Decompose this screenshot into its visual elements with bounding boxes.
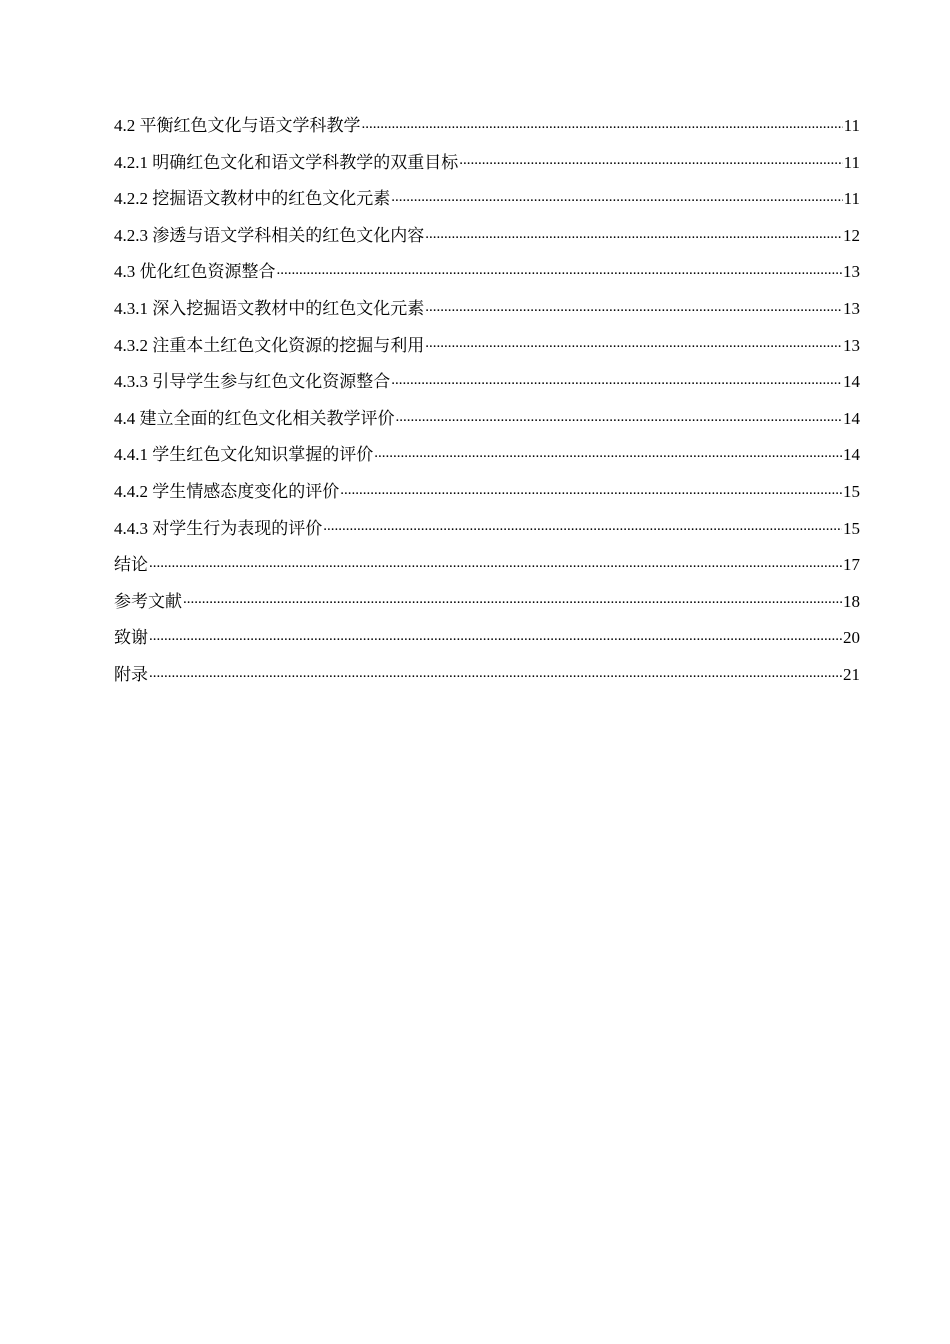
toc-dot-leader: [425, 334, 842, 351]
toc-dot-leader: [391, 187, 842, 204]
toc-entry[interactable]: [114, 584, 860, 621]
toc-entry-title: 4.2.3 渗透与语文学科相关的红色文化内容: [114, 225, 425, 245]
toc-entry-title: 4.2.2 挖掘语文教材中的红色文化元素: [114, 189, 391, 209]
toc-dot-leader: [277, 260, 843, 277]
toc-entry-title: 4.4.1 学生红色文化知识掌握的评价: [114, 445, 374, 465]
toc-dot-leader: [149, 663, 842, 680]
table-of-contents: [114, 108, 860, 694]
toc-entry-page: 11: [843, 189, 860, 209]
toc-dot-leader: [149, 553, 842, 570]
toc-entry[interactable]: [114, 181, 860, 218]
toc-entry-title: 4.2 平衡红色文化与语文学科教学: [114, 116, 361, 135]
toc-entry[interactable]: [114, 328, 860, 365]
toc-entry-title: 4.4.3 对学生行为表现的评价: [114, 518, 323, 538]
toc-entry-page: 13: [843, 298, 860, 318]
toc-entry[interactable]: [114, 547, 860, 584]
toc-dot-leader: [374, 443, 842, 460]
toc-entry-page: 15: [843, 481, 860, 501]
toc-entry-page: 18: [843, 591, 860, 611]
toc-dot-leader: [183, 590, 842, 607]
toc-entry-page: 17: [843, 555, 860, 575]
toc-entry-page: 13: [843, 335, 860, 355]
toc-dot-leader: [396, 407, 843, 424]
toc-entry-title: 附录: [114, 664, 148, 684]
toc-entry-page: 14: [843, 445, 860, 465]
toc-dot-leader: [340, 480, 842, 497]
toc-entry-page: 11: [843, 116, 860, 135]
toc-entry-page: 11: [843, 152, 860, 172]
toc-dot-leader: [149, 626, 842, 643]
toc-dot-leader: [459, 151, 842, 168]
toc-entry-title: 4.4.2 学生情感态度变化的评价: [114, 481, 340, 501]
toc-entry[interactable]: [114, 474, 860, 511]
toc-entry-page: 20: [843, 628, 860, 648]
toc-entry[interactable]: [114, 364, 860, 401]
toc-entry[interactable]: [114, 401, 860, 438]
toc-dot-leader: [323, 517, 842, 534]
toc-entry[interactable]: [114, 511, 860, 548]
toc-entry[interactable]: [114, 108, 860, 145]
toc-entry-title: 4.3 优化红色资源整合: [114, 262, 276, 282]
toc-entry-title: 4.3.1 深入挖掘语文教材中的红色文化元素: [114, 298, 425, 318]
toc-entry-page: 12: [843, 225, 860, 245]
toc-entry-page: 14: [843, 372, 860, 392]
toc-entry[interactable]: [114, 218, 860, 255]
toc-entry-title: 4.3.3 引导学生参与红色文化资源整合: [114, 372, 391, 392]
toc-entry-title: 参考文献: [114, 591, 182, 611]
toc-entry-title: 致谢: [114, 628, 148, 648]
toc-entry-title: 4.2.1 明确红色文化和语文学科教学的双重目标: [114, 152, 459, 172]
toc-entry-title: 结论: [114, 555, 148, 575]
toc-entry[interactable]: [114, 620, 860, 657]
toc-entry-page: 15: [843, 518, 860, 538]
toc-entry[interactable]: [114, 254, 860, 291]
toc-dot-leader: [425, 224, 842, 241]
toc-dot-leader: [391, 370, 842, 387]
toc-dot-leader: [425, 297, 842, 314]
toc-entry[interactable]: [114, 145, 860, 182]
toc-entry-page: 21: [843, 664, 860, 684]
toc-entry[interactable]: [114, 657, 860, 694]
toc-dot-leader: [362, 114, 843, 131]
toc-entry[interactable]: [114, 437, 860, 474]
toc-entry-page: 14: [843, 408, 860, 428]
toc-entry-title: 4.3.2 注重本土红色文化资源的挖掘与利用: [114, 335, 425, 355]
toc-entry-title: 4.4 建立全面的红色文化相关教学评价: [114, 408, 395, 428]
toc-entry[interactable]: [114, 291, 860, 328]
toc-entry-page: 13: [843, 262, 860, 282]
